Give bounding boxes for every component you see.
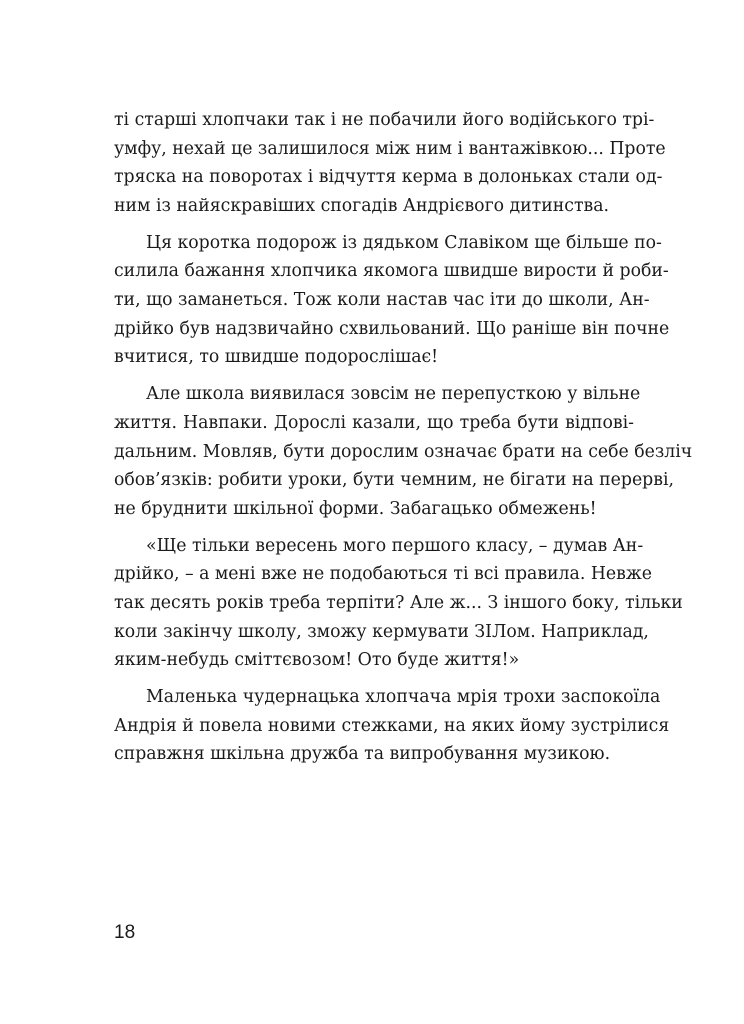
text-line: дальним. Мовляв, бути дорослим означає брати на себе безліч <box>114 441 693 462</box>
paragraph-3 <box>114 380 693 523</box>
text-line: ти, що заманеться. Тож коли настав час іти до школи, Ан- <box>114 290 650 311</box>
text-line: «Ще тільки вересень мого першого класу, – думав Ан- <box>146 535 644 556</box>
paragraph-4 <box>114 532 683 675</box>
text-line: ним із найяскравіших спогадів Андрієвого дитинства. <box>114 195 610 216</box>
paragraph-5 <box>114 683 670 769</box>
text-line: дрійко, – а мені вже не подобаються ті всі правила. Невже <box>114 564 652 585</box>
text-line: Ця коротка подорож із дядьком Славіком ще більше по- <box>146 232 662 253</box>
text-line: яким-небудь сміттєвозом! Ото буде життя!» <box>114 650 520 671</box>
text-line: умфу, нехай це залишилося між ним і вантажівкою... Проте <box>114 138 666 159</box>
text-line: обов’язків: робити уроки, бути чемним, не бігати на перерві, <box>114 470 674 491</box>
text-line: дрійко був надзвичайно схвильований. Що раніше він почне <box>114 318 670 339</box>
text-line: коли закінчу школу, зможу кермувати ЗІЛом. Наприклад, <box>114 621 649 642</box>
text-line: силила бажання хлопчика якомога швидше вирости й роби- <box>114 261 669 282</box>
text-line: ті старші хлопчаки так і не побачили його водійського трі- <box>114 110 655 130</box>
page-number: 18 <box>114 922 136 943</box>
text-line: так десять років треба терпіти? Але ж... З іншого боку, тільки <box>114 593 683 613</box>
text-line: не бруднити шкільної форми. Забагацько обмежень! <box>114 498 597 519</box>
text-line: Але школа виявилася зовсім не перепусткою у вільне <box>146 384 641 405</box>
body-text <box>114 106 693 778</box>
text-line: Андрія й повела новими стежками, на яких йому зустрілися <box>114 715 670 736</box>
text-line: тряска на поворотах і відчуття керма в долоньках стали од- <box>114 167 663 188</box>
paragraph-1 <box>114 106 666 220</box>
text-line: Маленька чудернацька хлопчача мрія трохи заспокоїла <box>146 687 661 708</box>
text-line: життя. Навпаки. Дорослі казали, що треба бути відпові- <box>114 412 634 433</box>
text-line: справжня шкільна дружба та випробування музикою. <box>114 744 611 765</box>
text-line: вчитися, то швидше подорослішає! <box>114 347 439 368</box>
paragraph-2 <box>114 229 670 372</box>
